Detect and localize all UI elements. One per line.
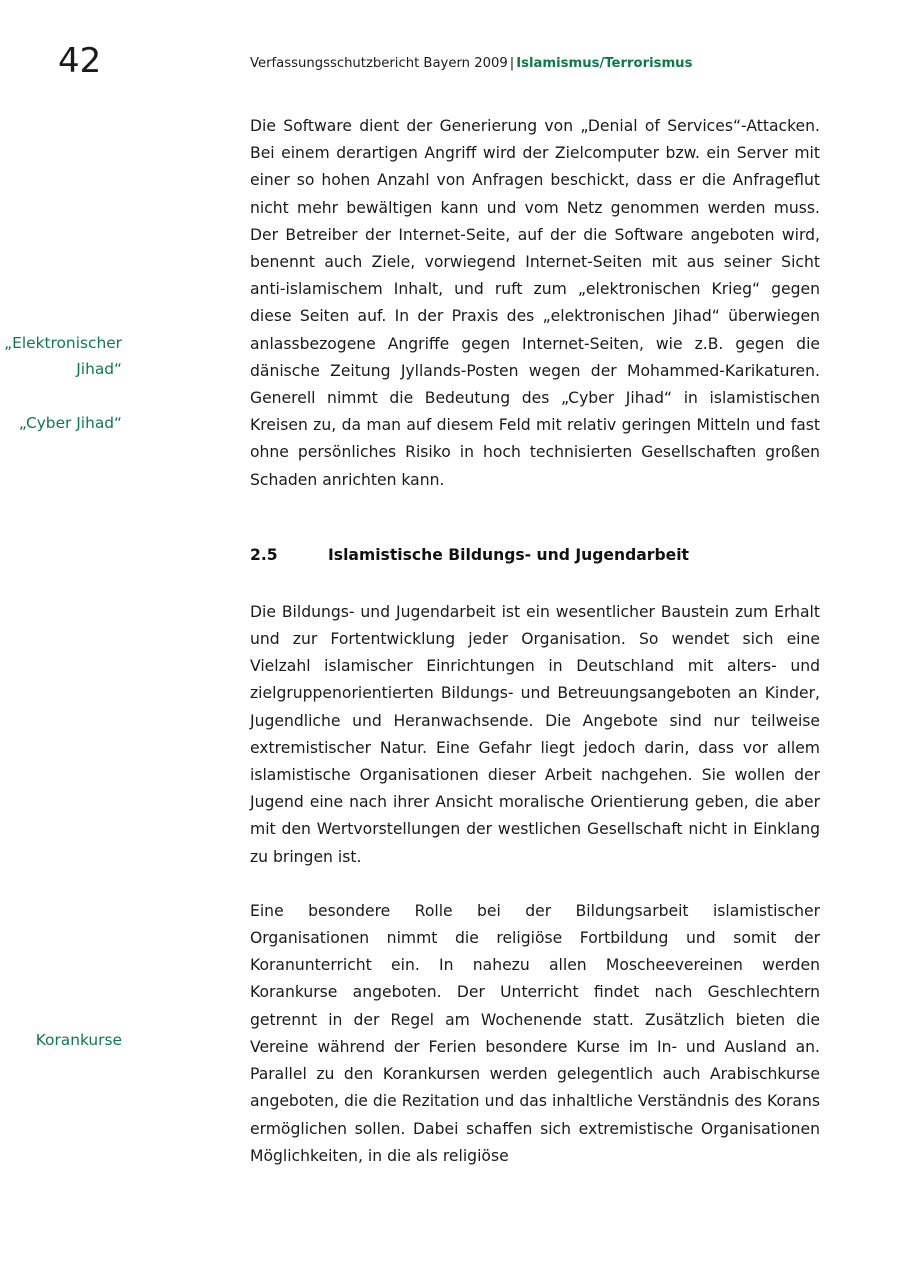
margin-note-line: Korankurse bbox=[35, 1031, 122, 1049]
margin-note-line: „Elektronischer bbox=[4, 334, 122, 352]
section-heading bbox=[250, 544, 820, 566]
margin-note-line: Jihad“ bbox=[76, 360, 122, 379]
running-head-section: Islamismus/Terrorismus bbox=[516, 56, 693, 71]
paragraph-bildungsarbeit: Die Bildungs- und Jugendarbeit ist ein wesentlicher Baustein zum Erhalt und zur Fortentwicklung jeder Organisation. So wendet sich eine Vielzahl islamischer Einrichtungen in Deutschland mit alters- und zielgruppenorientierten Bildungs- und Betreuungsangeboten an Kinder, Jugendliche und Heranwachsende. Die Angebote sind nur teilweise extremistischer Natur. Eine Gefahr liegt jedoch darin, dass vor allem islamistische Organisationen dieser Arbeit nachgehen. Sie wollen der Jugend eine nach ihrer Ansicht moralische Orientierung geben, die aber mit den Wertvorstellungen der westlichen Gesellschaft nicht in Einklang zu bringen ist. bbox=[250, 602, 820, 866]
section-number: 2.5 bbox=[250, 545, 278, 564]
page-number: 42 bbox=[58, 41, 102, 81]
paragraph-denial-of-services: Die Software dient der Generierung von „Denial of Services“-Attacken. Bei einem derartigen Angriff wird der Zielcomputer bzw. ein Server mit einer so hohen Anzahl von Anfragen beschickt, dass er die Anfrageflut nicht mehr bewältigen kann und vom Netz genommen werden muss. Der Betreiber der Internet-Seite, auf der die Software angeboten wird, benennt auch Ziele, vorwiegend Internet-Seiten mit aus seiner Sicht anti-islamischem Inhalt, und ruft zum „elektronischen Krieg“ gegen diese Seiten auf. In der Praxis des „elektronischen Jihad“ überwiegen anlassbezogene Angriffe gegen Internet-Seiten, wie z.B. gegen die dänische Zeitung Jyllands-Posten wegen der Mohammed-Karikaturen. Generell nimmt die Bedeutung des „Cyber Jihad“ in islamistischen Kreisen zu, da man auf diesem Feld mit relativ geringen Mitteln und fast ohne persönliches Risiko in hoch technisierten Gesellschaften großen Schaden anrichten kann. bbox=[250, 117, 820, 489]
margin-note-cyber-jihad bbox=[0, 410, 122, 436]
running-head-separator: | bbox=[509, 56, 515, 71]
running-head-title: Verfassungsschutzbericht Bayern 2009 bbox=[250, 56, 508, 71]
margin-note-elektronischer-jihad bbox=[0, 330, 122, 383]
paragraph-koranunterricht: Eine besondere Rolle bei der Bildungsarbeit islamistischer Organisationen nimmt die religiöse Fortbildung und somit der Koranunterricht ein. In nahezu allen Moscheevereinen werden Korankurse angeboten. Der Unterricht findet nach Geschlechtern getrennt in der Regel am Wochenende statt. Zusätzlich bieten die Vereine während der Ferien besondere Kurse im In- und Ausland an. Parallel zu den Korankursen werden gelegentlich auch Arabischkurse angeboten, die die Rezitation und das inhaltliche Verständnis des Korans ermöglichen sollen. Dabei schaffen sich extremistische Organisationen Möglichkeiten, in die als religiöse bbox=[250, 901, 820, 1165]
margin-note-line: „Cyber Jihad“ bbox=[18, 414, 122, 432]
section-title: Islamistische Bildungs- und Jugendarbeit bbox=[328, 545, 689, 564]
main-text-column bbox=[250, 113, 820, 1170]
running-head bbox=[250, 56, 692, 72]
margin-note-korankurse bbox=[0, 1027, 122, 1053]
